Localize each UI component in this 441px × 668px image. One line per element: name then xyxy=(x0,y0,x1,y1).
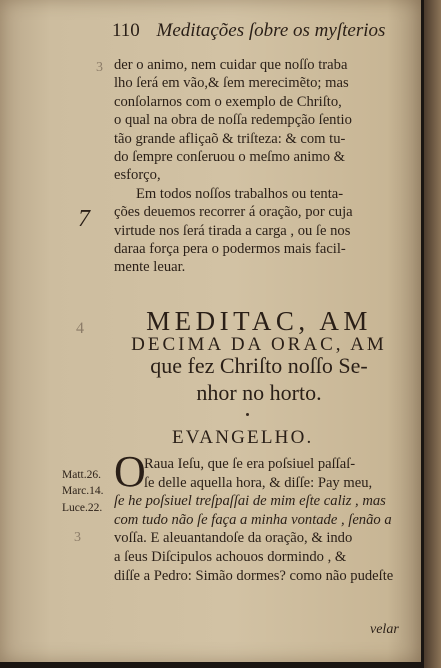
text-line: Raua Ieſu, que ſe era poſsiuel paſſaſ- xyxy=(144,456,356,472)
text-line: virtude nos ſerá tirada a carga , ou ſe nos xyxy=(114,222,351,239)
text-line: voſſa. E aleuantandoſe da oração, & indo xyxy=(114,530,353,547)
text-line: mente leuar. xyxy=(114,259,186,276)
text-line: do ſempre conſeruou o meſmo animo & xyxy=(114,149,346,166)
margin-mark: 3 xyxy=(96,60,103,75)
text-line: lho ſerá em vão,& ſem merecimẽto; mas xyxy=(114,75,349,92)
margin-reference: Matt.26. xyxy=(62,469,101,481)
meditation-title-line4: nhor no horto. xyxy=(196,380,322,405)
text-line: ções deuemos recorrer á oração, por cuja xyxy=(114,204,353,221)
margin-mark: 4 xyxy=(76,320,84,337)
text-line: diſſe a Pedro: Simão dormes? como não pudeſte xyxy=(114,567,394,584)
meditation-title-line1: MEDITAC, AM xyxy=(146,306,372,336)
margin-mark: 3 xyxy=(74,530,81,545)
text-line: ſe he poſsiuel treſpaſſai de mim eſte caliz , mas xyxy=(114,493,386,510)
text-line: com tudo não ſe faça a minha vontade , ſenão a xyxy=(114,511,392,528)
meditation-title-line2: DECIMA DA ORAC, AM xyxy=(131,334,387,355)
text-line: esforço, xyxy=(114,167,161,184)
divider-dot xyxy=(246,413,249,416)
margin-reference: Luce.22. xyxy=(62,502,103,514)
margin-reference: Marc.14. xyxy=(62,485,104,497)
margin-number: 7 xyxy=(78,206,90,232)
section-heading: EVANGELHO. xyxy=(172,427,314,448)
text-line: o qual na obra de noſſa redempção ſentio xyxy=(114,112,352,129)
page-header xyxy=(112,20,402,42)
text-line: conſolarnos com o exemplo de Chriſto, xyxy=(114,93,342,110)
text-line: daraa força pera o podermos mais facil- xyxy=(114,241,346,258)
catchword: velar xyxy=(370,622,399,637)
drop-cap: O xyxy=(114,447,146,496)
page-number: 110 xyxy=(112,20,140,41)
running-title: Meditações ſobre os myſterios xyxy=(156,20,386,41)
text-line: tão grande afliçaõ & triſteza: & com tu- xyxy=(114,130,346,147)
text-line: ſe delle aquella hora, & diſſe: Pay meu, xyxy=(144,474,373,491)
text-line: Em todos noſſos trabalhos ou tenta- xyxy=(136,185,344,202)
text-line: a ſeus Diſcipulos achouos dormindo , & xyxy=(114,548,347,565)
meditation-title-line3: que fez Chriſto noſſo Se- xyxy=(150,353,368,378)
gospel-passage xyxy=(114,455,414,585)
text-line: der o animo, nem cuidar que noſſo traba xyxy=(114,57,348,73)
adjacent-page-edge xyxy=(424,0,441,668)
body-paragraphs xyxy=(114,56,414,277)
